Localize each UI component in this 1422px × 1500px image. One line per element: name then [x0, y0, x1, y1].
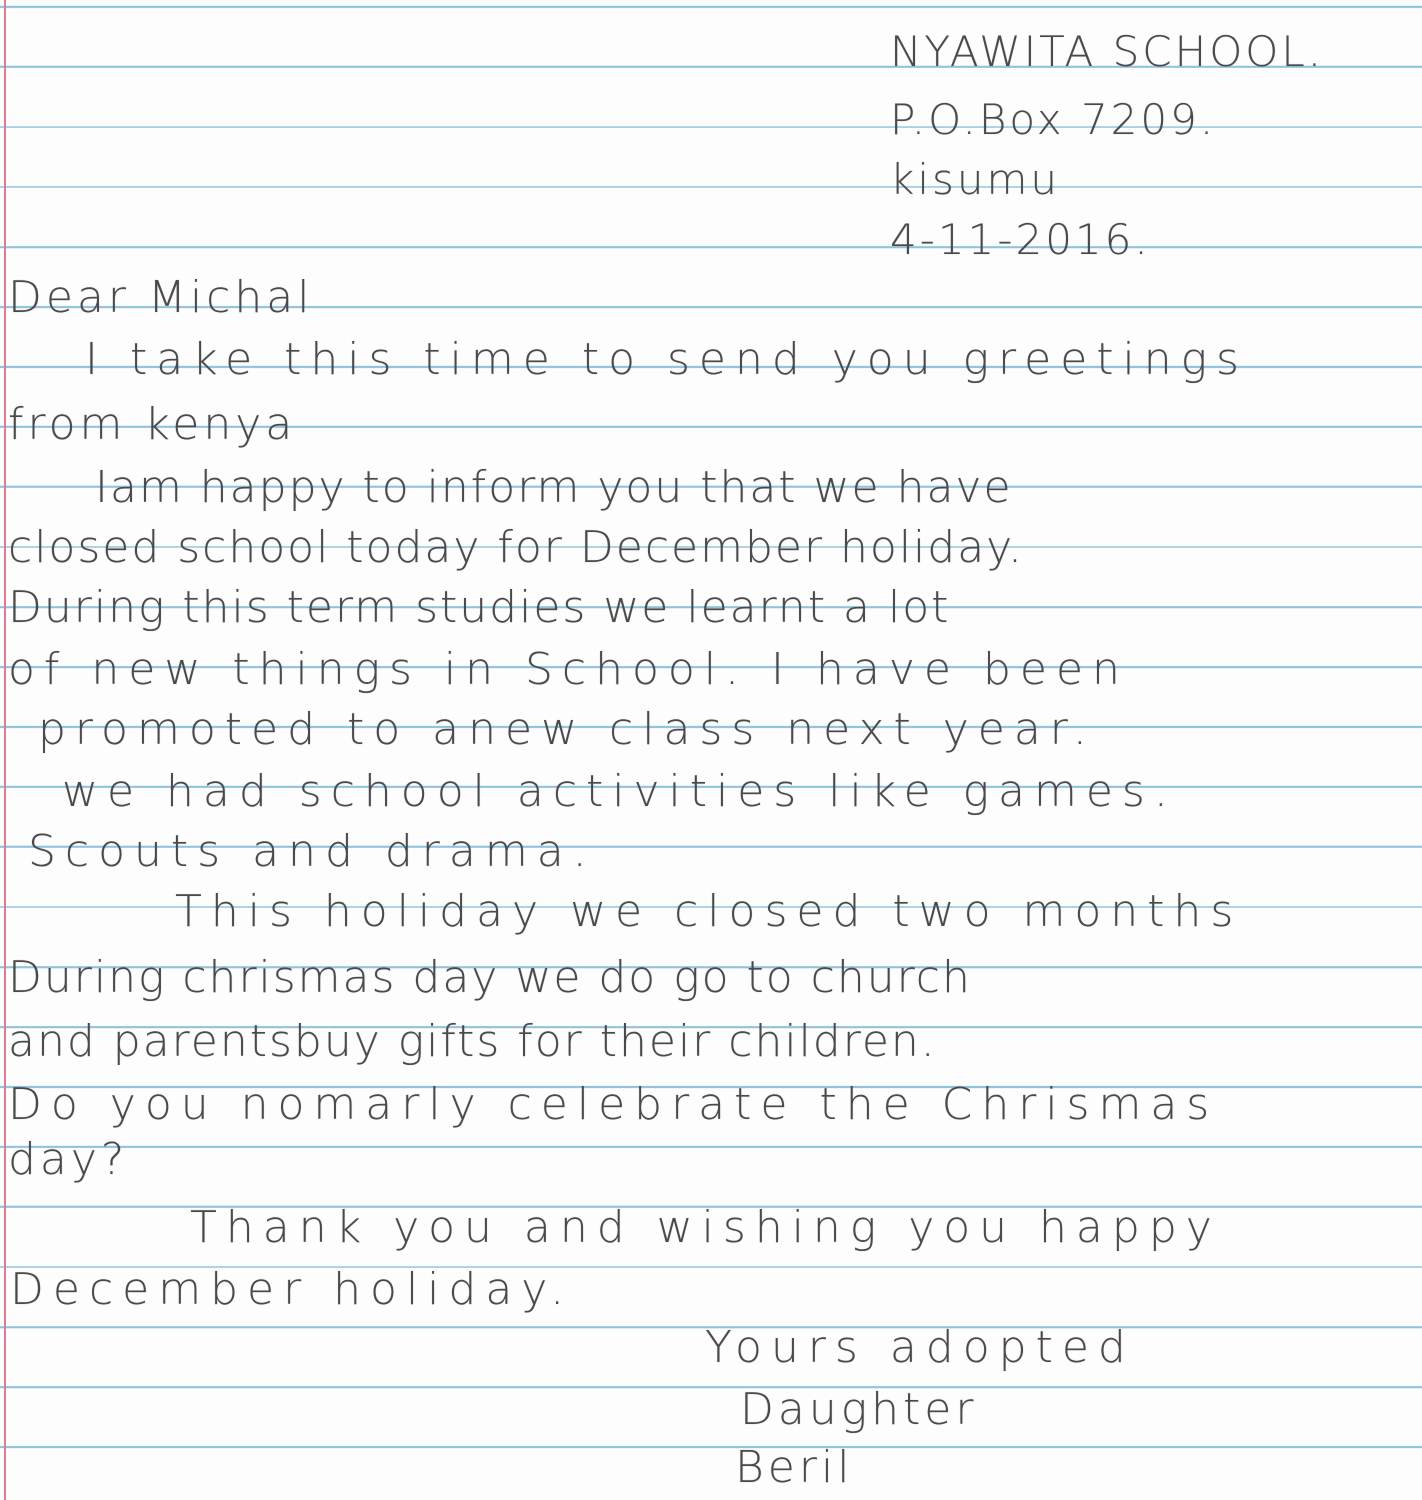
- body-line-13: Do you nomarly celebrate the Chrismas: [8, 1079, 1219, 1130]
- body-line-14: day?: [8, 1134, 129, 1185]
- closing-line-1: Yours adopted: [705, 1322, 1135, 1373]
- body-line-5: During this term studies we learnt a lot: [8, 582, 951, 633]
- letter-date: 4-11-2016.: [890, 215, 1151, 264]
- signature: Beril: [735, 1442, 854, 1493]
- body-line-10: This holiday we closed two months: [175, 886, 1243, 937]
- body-line-3: Iam happy to inform you that we have: [95, 462, 1013, 513]
- body-line-12: and parentsbuy gifts for their children.: [8, 1016, 937, 1067]
- body-line-11: During chrismas day we do go to church: [8, 952, 972, 1003]
- address-po-box: P.O.Box 7209.: [890, 95, 1217, 144]
- body-line-8: we had school activities like games.: [62, 766, 1177, 817]
- body-line-15: Thank you and wishing you happy: [190, 1202, 1221, 1253]
- body-line-16: December holiday.: [10, 1264, 574, 1315]
- closing-line-2: Daughter: [740, 1384, 978, 1435]
- address-city: kisumu: [890, 155, 1061, 204]
- body-line-2: from kenya: [8, 399, 297, 450]
- body-line-6: of new things in School. I have been: [8, 644, 1129, 695]
- address-school: NYAWITA SCHOOL.: [890, 27, 1325, 76]
- body-line-9: Scouts and drama.: [28, 826, 596, 877]
- body-line-7: promoted to anew class next year.: [38, 704, 1096, 755]
- salutation: Dear Michal: [8, 272, 314, 323]
- body-line-1: I take this time to send you greetings: [85, 334, 1248, 385]
- margin-line: [4, 0, 6, 1500]
- body-line-4: closed school today for December holiday.: [8, 522, 1024, 573]
